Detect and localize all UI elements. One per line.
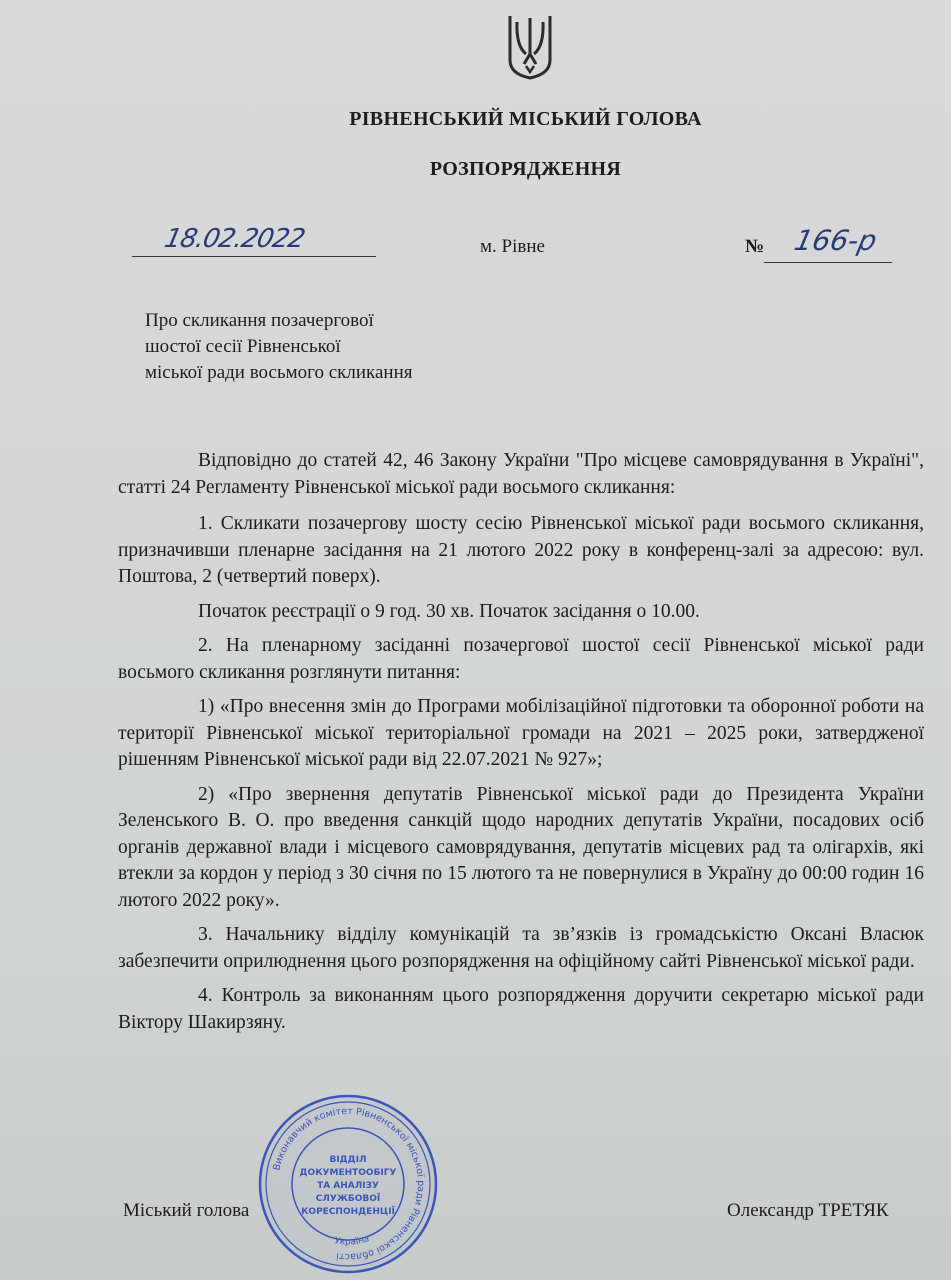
- stamp-line: ВІДДІЛ: [329, 1155, 367, 1165]
- subject-line: Про скликання позачергової: [145, 310, 374, 331]
- date-handwritten: 18.02.2022: [161, 224, 308, 254]
- preamble-paragraph: Відповідно до статей 42, 46 Закону України "Про місцеве самоврядування в Україні", статті 24 Регламенту Рівненської міської ради восьмого скликання:: [118, 450, 924, 498]
- clause-2-paragraph: 2. На пленарному засіданні позачергової шостої сесії Рівненської міської ради восьмого скликання розглянути питання:: [118, 635, 924, 683]
- stamp-line: СЛУЖБОВОЇ: [315, 1194, 381, 1204]
- registration-time-paragraph: Початок реєстрації о 9 год. 30 хв. Початок засідання о 10.00.: [198, 600, 700, 622]
- stamp-bottom-text: Україна: [333, 1233, 371, 1248]
- clause-4-paragraph: 4. Контроль за виконанням цього розпорядження доручити секретарю міської ради Віктору Шакирзяну.: [118, 985, 924, 1033]
- subject-line: шостої сесії Рівненської: [145, 336, 341, 357]
- signatory-name: Олександр ТРЕТЯК: [727, 1200, 889, 1221]
- stamp-ring-text: Виконавчий комітет Рівненської міської ради Рівненської області: [271, 1105, 427, 1263]
- official-stamp: [256, 1092, 440, 1276]
- organization-title: РІВНЕНСЬКИЙ МІСЬКИЙ ГОЛОВА: [349, 108, 702, 130]
- agenda-item-1: 1) «Про внесення змін до Програми мобілізаційної підготовки та оборонної роботи на території Рівненської міської територіальної громади на 2021 – 2025 роки, затвердженої рішенням Рівненської міської ради від 22.07.2021 № 927»;: [118, 696, 924, 770]
- document-body: [118, 448, 924, 1044]
- stamp-line: ТА АНАЛІЗУ: [317, 1181, 379, 1191]
- ukraine-trident-icon: [506, 10, 554, 80]
- stamp-line: ДОКУМЕНТООБІГУ: [299, 1168, 397, 1178]
- clause-1-paragraph: 1. Скликати позачергову шосту сесію Рівненської міської ради восьмого скликання, призначивши пленарне засідання на 21 лютого 2022 року в конференц-залі за адресою: вул. Поштова, 2 (четвертий поверх).: [118, 513, 924, 587]
- number-handwritten: 166-р: [791, 224, 880, 257]
- signatory-position: Міський голова: [123, 1200, 250, 1221]
- document-subject: [145, 308, 505, 386]
- subject-line: міської ради восьмого скликання: [145, 362, 413, 383]
- date-underline: [132, 256, 376, 257]
- agenda-item-2: 2) «Про звернення депутатів Рівненської міської ради до Президента України Зеленського В. О. про введення санкцій щодо народних депутатів України, посадових осіб органів державної влади і місцевого самоврядування, депутатів місцевих рад та олігархів, які втекли за кордон у період з 30 січня по 15 лютого та не повернулися в Україну до 00:00 годин 16 лютого 2022 року».: [118, 783, 924, 911]
- number-sign: №: [745, 236, 765, 257]
- number-underline: [764, 262, 892, 263]
- document-type: РОЗПОРЯДЖЕННЯ: [429, 158, 622, 180]
- city-label: м. Рівне: [480, 236, 545, 257]
- clause-3-paragraph: 3. Начальнику відділу комунікацій та зв’язків із громадськістю Оксані Власюк забезпечити оприлюднення цього розпорядження на офіційному сайті Рівненської міської ради.: [118, 924, 924, 972]
- stamp-line: КОРЕСПОНДЕНЦІЇ: [301, 1207, 395, 1217]
